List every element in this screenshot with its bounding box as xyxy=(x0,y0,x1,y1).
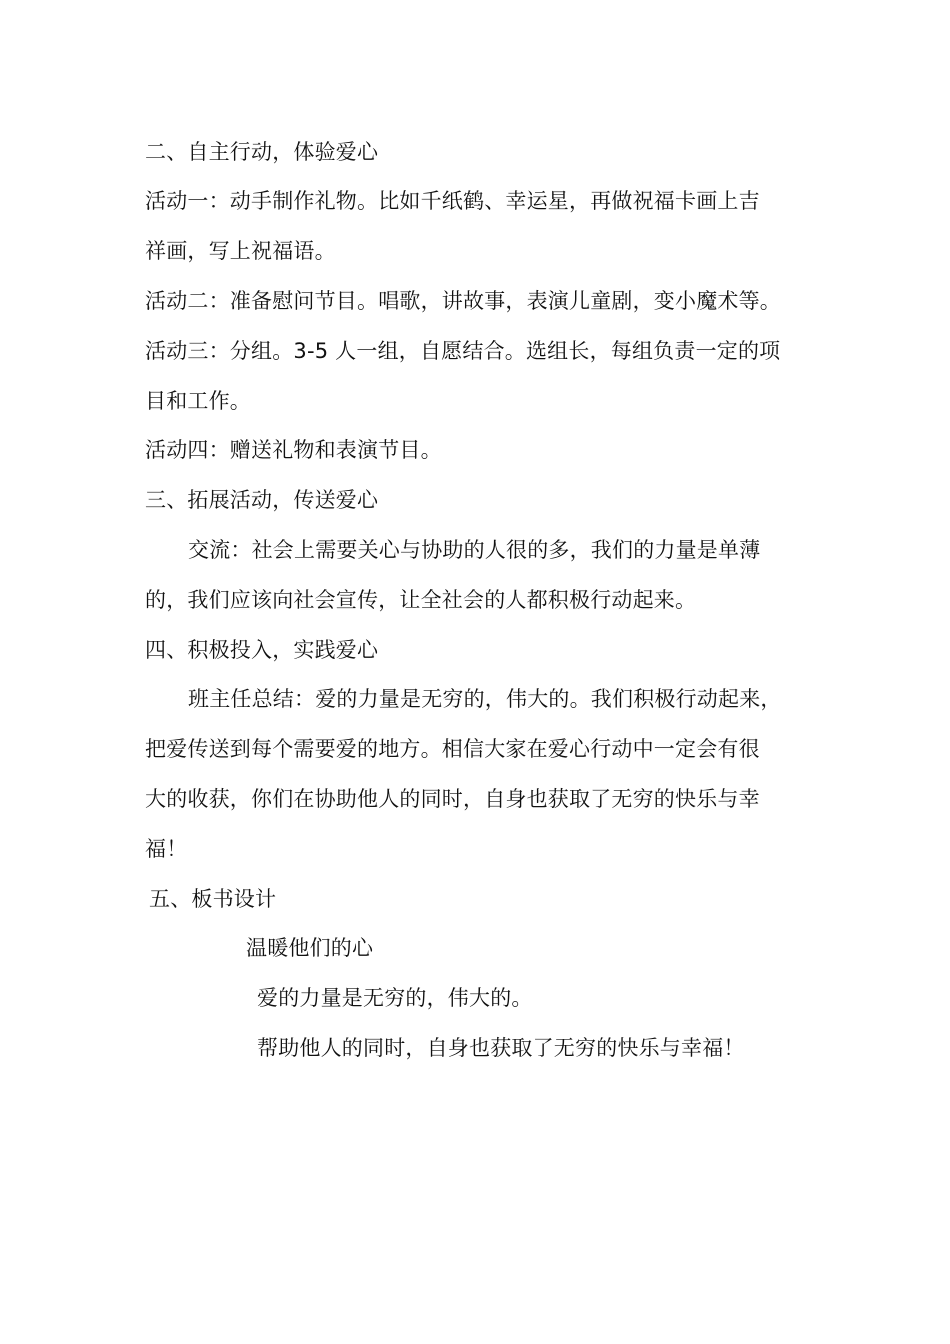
paragraph-line: 活动一：动手制作礼物。比如千纸鹤、幸运星，再做祝福卡画上吉 xyxy=(145,189,760,213)
section-heading: 二、自主行动，体验爱心 xyxy=(145,140,379,164)
section-heading: 五、板书设计 xyxy=(149,887,277,911)
paragraph-line: 祥画，写上祝福语。 xyxy=(145,239,336,263)
section-heading: 三、拓展活动，传送爱心 xyxy=(145,488,379,512)
board-title: 温暖他们的心 xyxy=(246,936,374,960)
paragraph-line: 目和工作。 xyxy=(145,389,251,413)
paragraph-line: 福！ xyxy=(145,837,188,861)
paragraph-line: 活动四：赠送礼物和表演节目。 xyxy=(145,438,442,462)
paragraph-line: 把爱传送到每个需要爱的地方。相信大家在爱心行动中一定会有很 xyxy=(145,737,760,761)
paragraph-line: 交流：社会上需要关心与协助的人很的多，我们的力量是单薄 xyxy=(188,538,761,562)
section-heading: 四、积极投入，实践爱心 xyxy=(145,638,379,662)
paragraph-line: 活动三：分组。3-5 人一组，自愿结合。选组长，每组负责一定的项 xyxy=(145,339,781,363)
board-line: 帮助他人的同时，自身也获取了无穷的快乐与幸福！ xyxy=(257,1036,745,1060)
paragraph-line: 活动二：准备慰问节目。唱歌，讲故事，表演儿童剧，变小魔术等。 xyxy=(145,289,781,313)
board-line: 爱的力量是无穷的，伟大的。 xyxy=(257,986,533,1010)
paragraph-line: 大的收获，你们在协助他人的同时，自身也获取了无穷的快乐与幸 xyxy=(145,787,760,811)
paragraph-line: 班主任总结：爱的力量是无穷的，伟大的。我们积极行动起来， xyxy=(188,687,782,711)
paragraph-line: 的，我们应该向社会宣传，让全社会的人都积极行动起来。 xyxy=(145,588,697,612)
